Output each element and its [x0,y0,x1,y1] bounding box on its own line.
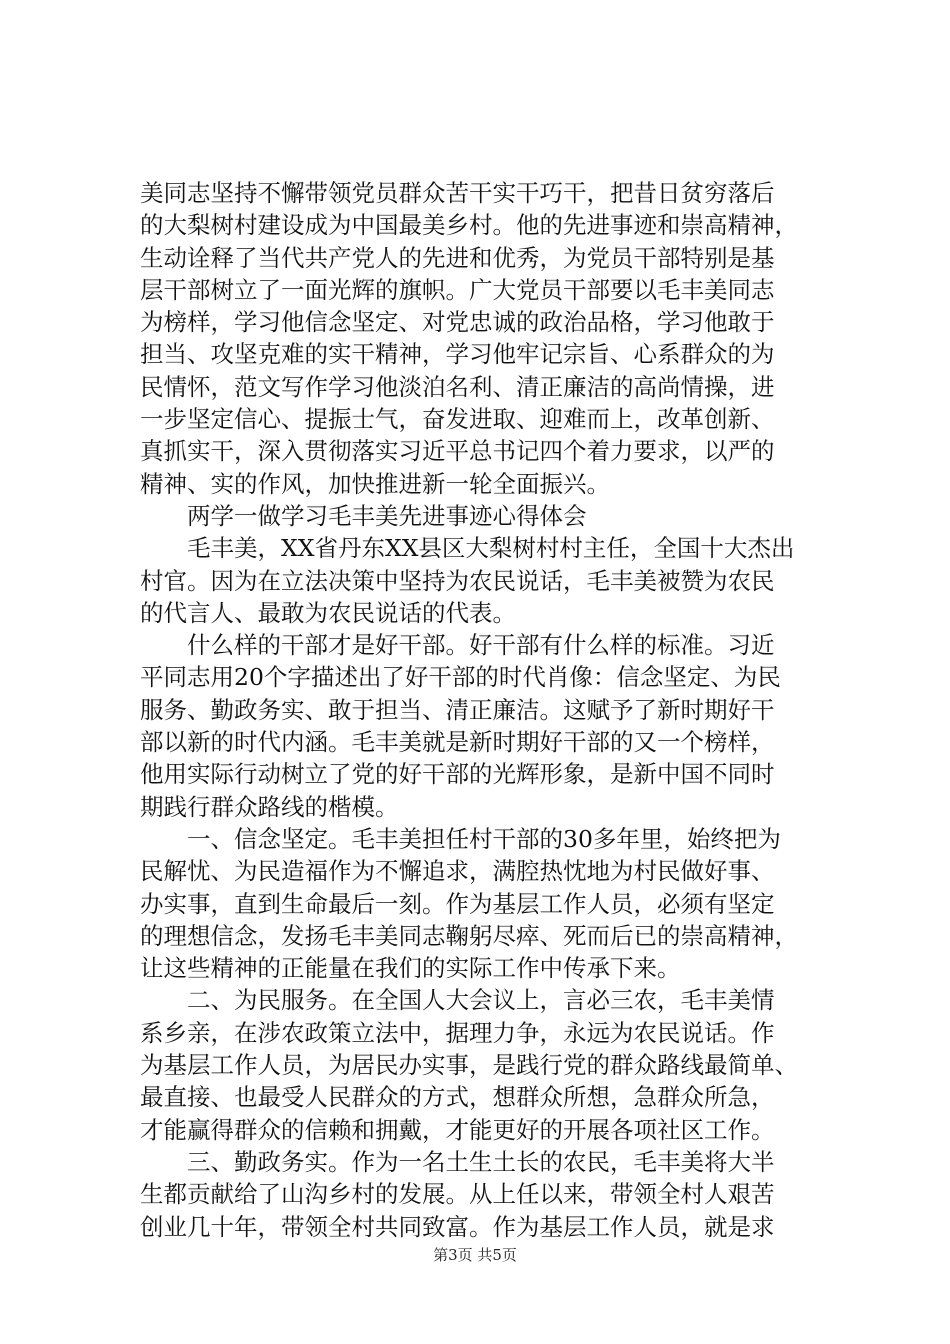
text-line: 村官。因为在立法决策中坚持为农民说话，毛丰美被赞为农民 [140,566,775,595]
text-line: 一步坚定信心、提振士气，奋发进取、迎难而上，改革创新、 [140,405,775,434]
text-line: 三、勤政务实。作为一名土生土长的农民，毛丰美将大半 [140,1147,775,1176]
text-line: 毛丰美，XX省丹东XX县区大梨树村村主任，全国十大杰出 [140,534,795,563]
text-line: 真抓实干，深入贯彻落实习近平总书记四个着力要求，以严的 [140,437,775,466]
text-line: 生动诠释了当代共产党人的先进和优秀，为党员干部特别是基 [140,243,775,272]
text-line: 二、为民服务。在全国人大会议上，言必三农，毛丰美情 [140,986,775,1015]
text-line: 办实事，直到生命最后一刻。作为基层工作人员，必须有坚定 [140,889,775,918]
text-line: 创业几十年，带领全村共同致富。作为基层工作人员，就是求 [140,1212,775,1241]
text-line: 什么样的干部才是好干部。好干部有什么样的标准。习近 [140,631,775,660]
text-line: 期践行群众路线的楷模。 [140,792,399,821]
text-line: 让这些精神的正能量在我们的实际工作中传承下来。 [140,954,681,983]
text-line: 部以新的时代内涵。毛丰美就是新时期好干部的又一个榜样， [140,728,775,757]
text-line: 美同志坚持不懈带领党员群众苦干实干巧干，把昔日贫穷落后 [140,179,775,207]
page-footer: 第3页 共5页 [433,1246,517,1264]
text-line: 服务、勤政务实、敢于担当、清正廉洁。这赋予了新时期好干 [140,695,775,724]
text-line: 层干部树立了一面光辉的旗帜。广大党员干部要以毛丰美同志 [140,275,775,304]
document-body [140,177,830,1243]
text-line: 担当、攻坚克难的实干精神，学习他牢记宗旨、心系群众的为 [140,340,775,369]
text-line: 他用实际行动树立了党的好干部的光辉形象，是新中国不同时 [140,760,775,789]
text-line: 民情怀，范文写作学习他淡泊名利、清正廉洁的高尚情操，进 [140,372,775,401]
text-line: 一、信念坚定。毛丰美担任村干部的30多年里，始终把为 [140,824,781,853]
text-line: 才能赢得群众的信赖和拥戴，才能更好的开展各项社区工作。 [140,1115,775,1144]
text-line: 的理想信念，发扬毛丰美同志鞠躬尽瘁、死而后已的崇高精神， [140,921,798,950]
text-line: 的大梨树村建设成为中国最美乡村。他的先进事迹和崇高精神， [140,211,798,240]
text-line: 两学一做学习毛丰美先进事迹心得体会 [140,501,587,530]
text-line: 生都贡献给了山沟乡村的发展。从上任以来，带领全村人艰苦 [140,1180,775,1209]
text-line: 为榜样，学习他信念坚定、对党忠诚的政治品格，学习他敢于 [140,308,775,337]
text-line: 的代言人、最敢为农民说话的代表。 [140,598,516,627]
text-line: 系乡亲，在涉农政策立法中，据理力争，永远为农民说话。作 [140,1018,775,1047]
text-line: 民解忧、为民造福作为不懈追求，满腔热忱地为村民做好事、 [140,857,775,886]
text-line: 为基层工作人员，为居民办实事，是践行党的群众路线最简单、 [140,1051,798,1080]
text-line: 精神、实的作风，加快推进新一轮全面振兴。 [140,469,610,498]
text-line: 平同志用20个字描述出了好干部的时代肖像：信念坚定、为民 [140,663,781,692]
text-line: 最直接、也最受人民群众的方式，想群众所想，急群众所急， [140,1083,775,1112]
